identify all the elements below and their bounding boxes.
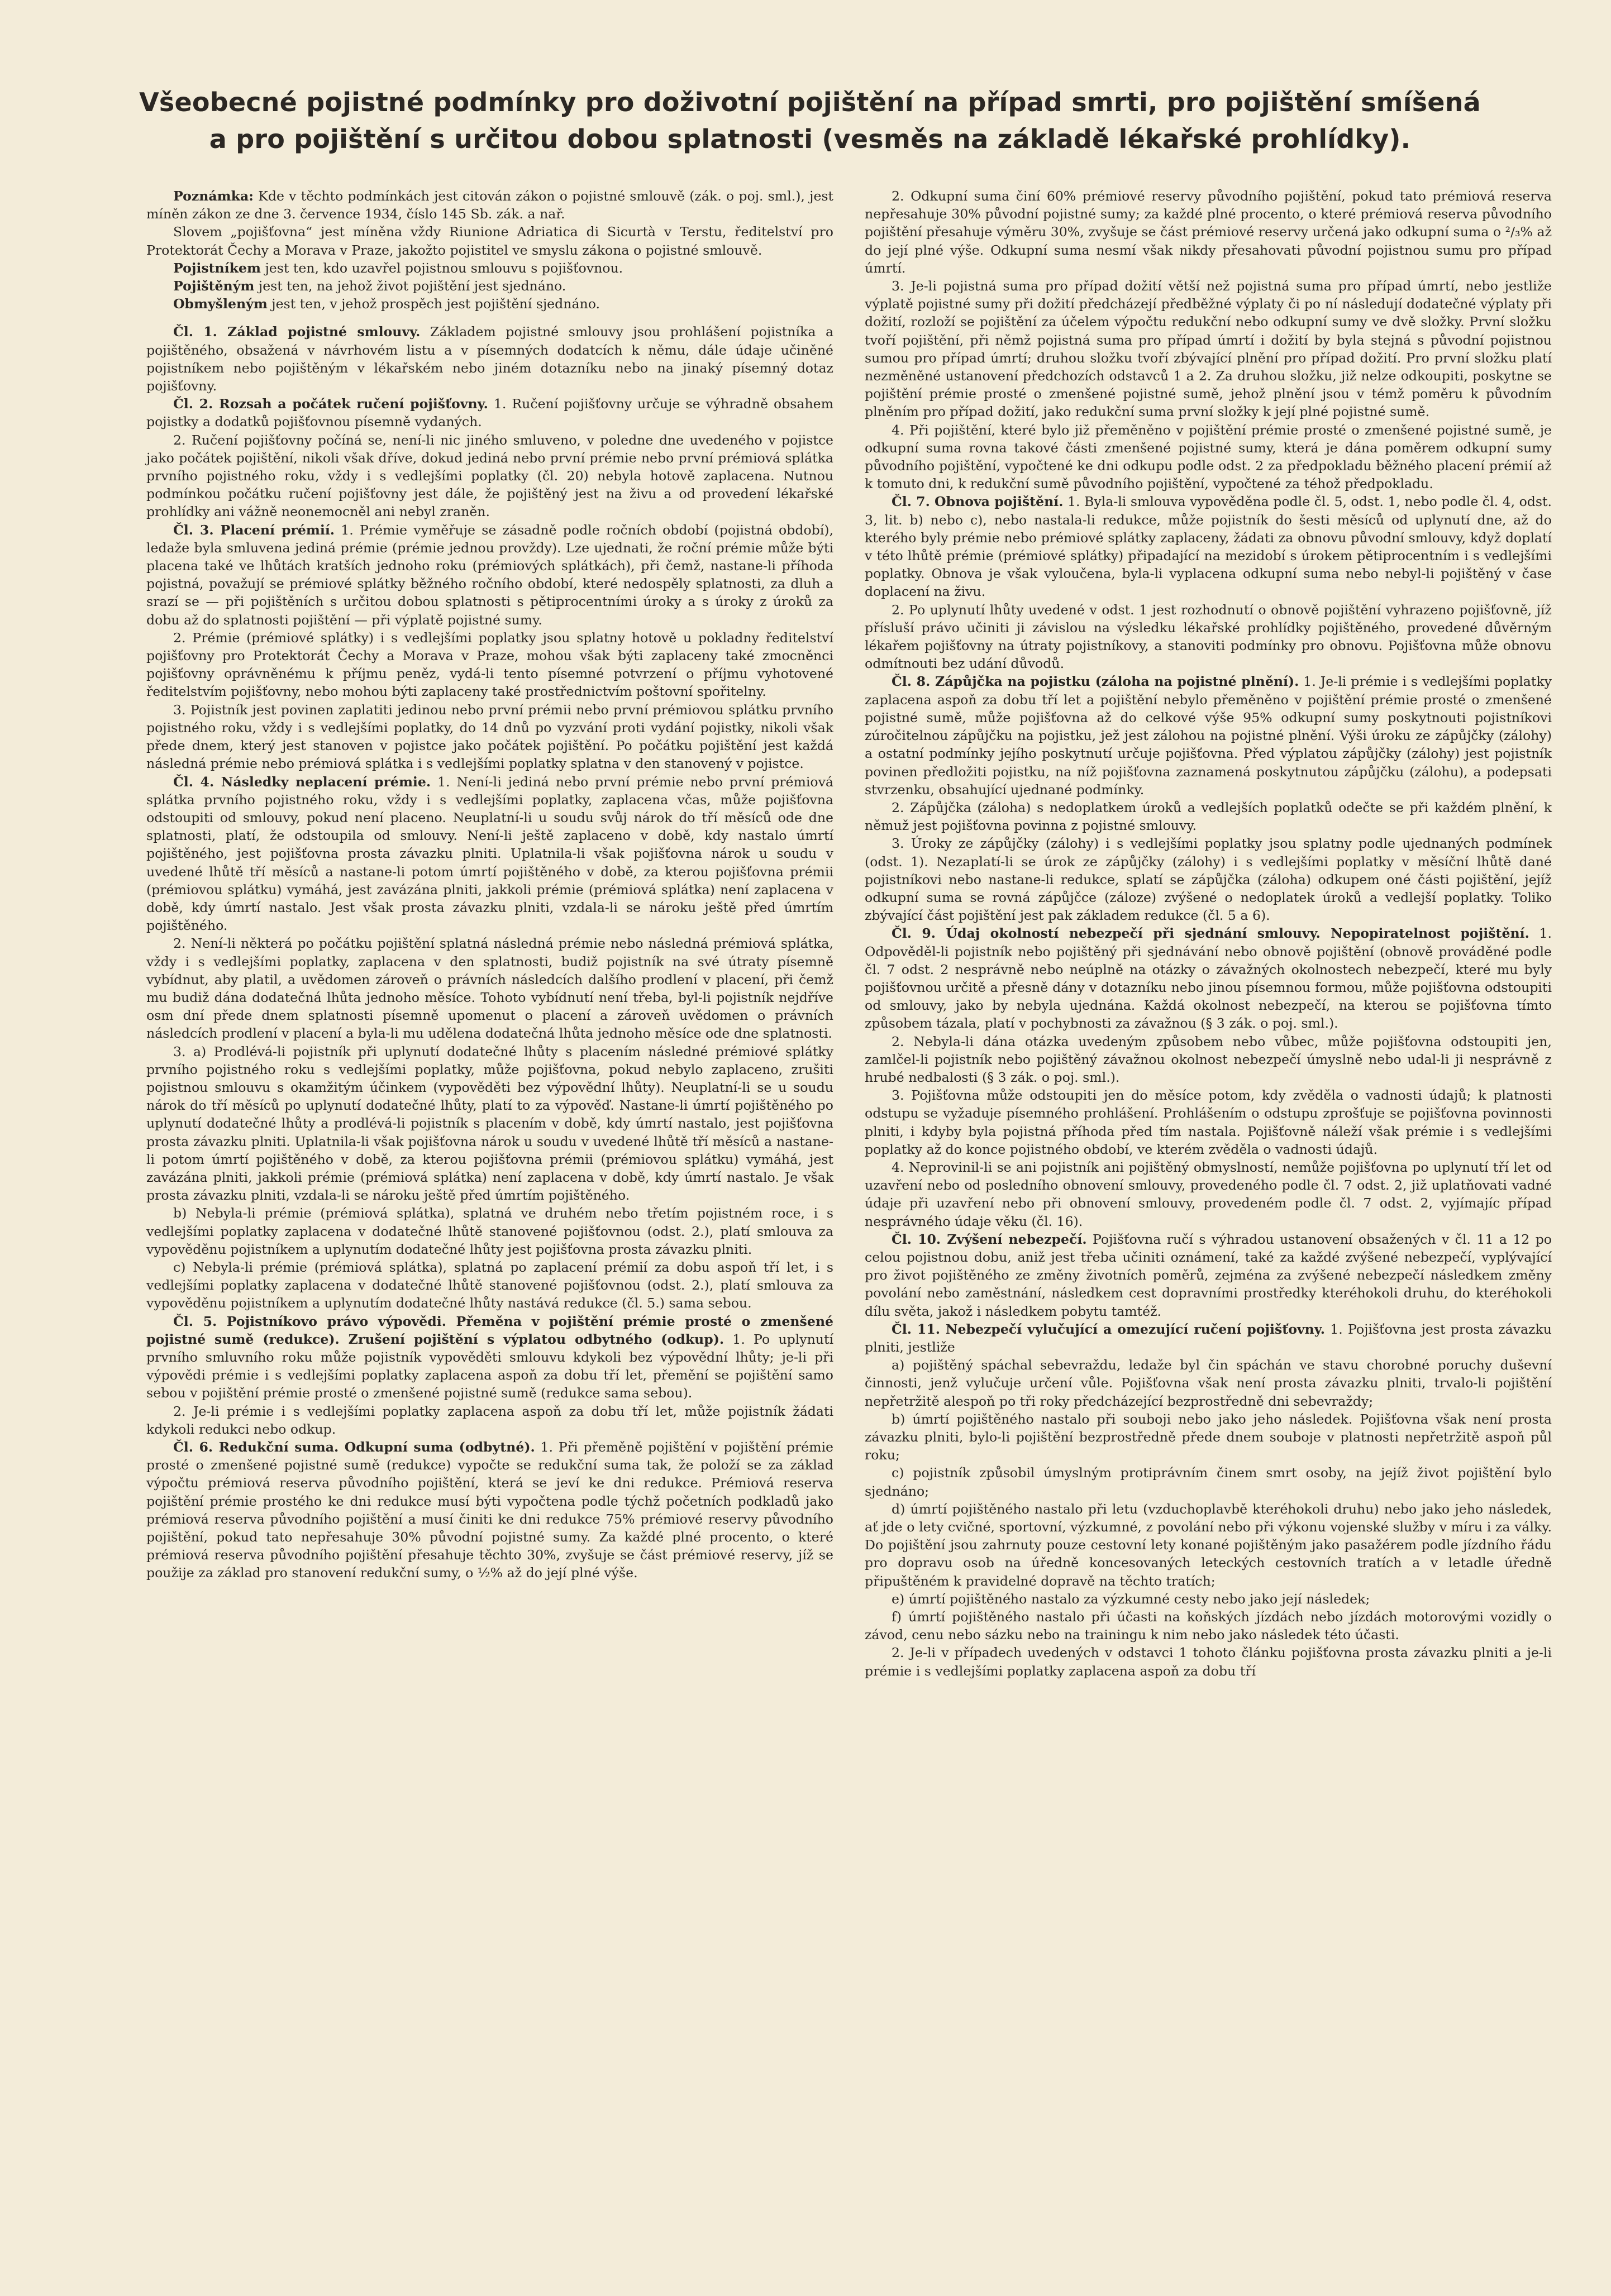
paragraph-heading: Čl. 1. Základ pojistné smlouvy. <box>173 324 421 340</box>
paragraph-heading: Obmyšleným <box>173 296 268 312</box>
paragraph <box>865 1644 1552 1679</box>
paragraph-text: c) Nebyla-li prémie (prémiová splátka), splatná po zaplacení prémií za dobu aspoň tří let, i s vedlejšími poplatky zaplacena v dodatečné lhůtě stanovené pojišťovnou (odst. 2.), platí smlouva za vypověděnu pojistníkem a uplynutím dodatečné lhůty nastává redukce (čl. 5.) sama sebou. <box>146 1259 833 1311</box>
paragraph-text: 3. Je-li pojistná suma pro případ dožití větší než pojistná suma pro případ úmrtí, nebo jestliže výplatě pojistné sumy při dožití předcházejí předběžné výplaty či po ní následují dodatečné výplaty při dožití, rozloží se pojištění za účelem výpočtu redukční nebo odkupní sumy ve dvě složky. První složku tvoří pojištění, při němž pojistná suma pro případ úmrtí i dožití by byla stejná s původní pojistnou sumou pro případ úmrtí; druhou složku tvoří zbývající plnění pro případ dožití. Pro první složku platí nezměněné ustanovení předchozích odstavců 1 a 2. Za druhou složku, již nelze odkoupiti, poskytne se pojištění prémie prosté o zmenšené pojistné sumě, jehož plnění jsou v témž poměru k původním plněním pro případ dožití, jako redukční suma první složky k její plné pojistné sumě. <box>865 278 1552 420</box>
paragraph-text: Slovem „pojišťovna“ jest míněna vždy Riunione Adriatica di Sicurtà v Terstu, ředitelství pro Protektorát Čechy a Morava v Praze, jakožto pojistitel ve smyslu zákona o pojistné smlouvě. <box>146 224 833 258</box>
paragraph <box>865 1410 1552 1464</box>
paragraph-text: 1. Odpověděl-li pojistník nebo pojištěný při sjednávání nebo obnově pojištění (obnově prováděné podle čl. 7 odst. 2 nesprávně nebo neúplně na otázky o závažných okolnostech nebezpečí, které mu byly pojišťovnou určitě a přesně dány v dotazníku nebo jinou písemnou formou, může pojišťovna odstoupiti od smlouvy, jako by nebyla ujednána. Každá okolnost nebezpečí, na kterou se pojišťovna tímto způsobem tázala, platí v pochybnosti za závažnou (§ 3 zák. o poj. sml.). <box>865 925 1552 1032</box>
paragraph-text: b) Nebyla-li prémie (prémiová splátka), splatná ve druhém nebo třetím pojistném roce, i s vedlejšími poplatky zaplacena v dodatečné lhůtě stanovené pojišťovnou (odst. 2.), platí smlouva za vypověděnu pojistníkem a uplynutím dodatečné lhůty jest pojišťovna prosta závazku plniti. <box>146 1205 833 1257</box>
paragraph <box>865 924 1552 1032</box>
paragraph-text: c) pojistník způsobil úmyslným protiprávním činem smrt osoby, na jejíž život pojištění bylo sjednáno; <box>865 1465 1552 1499</box>
paragraph-text: 1. Prémie vyměřuje se zásadně podle ročních období (pojistná období), ledaže byla smluvena jediná prémie (prémie jednou provždy). Lze ujednati, že roční prémie může býti placena také ve lhůtách kratších jednoho roku (prémiových splátkách), při čemž, nastane-li příhoda pojistná, považují se prémiové splátky běžného ročního období, které nedospěly splatnosti, za dluh a srazí se — při pojištěních s určitou dobou splatnosti s pětiprocentními úroky a s úroky z úroků za dobu až do splatnosti pojištění — při výplatě pojistné sumy. <box>146 522 833 628</box>
paragraph-text: 2. Je-li v případech uvedených v odstavci 1 tohoto článku pojišťovna prosta závazku plniti a je-li prémie i s vedlejšími poplatky zaplacena aspoň za dobu tří <box>865 1645 1552 1679</box>
paragraph-text: a) pojištěný spáchal sebevraždu, ledaže byl čin spáchán ve stavu chorobné poruchy duševní činnosti, jenž vylučuje určení vůle. Pojišťovna však není prosta závazku plniti, trvalo-li pojištění nepřetržitě alespoň po tři roky předcházející bezprostředně dni sebevraždy; <box>865 1357 1552 1409</box>
paragraph-heading: Poznámka: <box>173 188 254 204</box>
paragraph-text: 1. Ručení pojišťovny určuje se výhradně obsahem pojistky a dodatků pojišťovnou písemně vydaných. <box>146 396 833 430</box>
paragraph-text: jest ten, na jehož život pojištění jest sjednáno. <box>254 278 566 294</box>
paragraph <box>865 277 1552 421</box>
left-text-column <box>146 187 833 1582</box>
paragraph <box>865 1500 1552 1590</box>
paragraph <box>146 934 833 1042</box>
paragraph <box>146 1438 833 1582</box>
paragraph <box>146 187 833 223</box>
paragraph-text: 2. Prémie (prémiové splátky) i s vedlejšími poplatky jsou splatny hotově u pokladny ředitelství pojišťovny pro Protektorát Čechy a Morava v Praze, mohou však býti zaplaceny také zmocněnci pojišťovny oprávněnému k příjmu peněz, vydá-li tento písemné potvrzení o příjmu vyhotovené ředitelstvím pojišťovny, nebo mohou býti zaplaceny také prostřednictvím poštovní spořitelny. <box>146 629 833 700</box>
paragraph-text: Základem pojistné smlouvy jsou prohlášení pojistníka a pojištěného, obsažená v návrhovém listu a v písemných dodatcích k němu, dále údaje učiněné pojistníkem nebo pojištěným v lékařském nebo jiném dotazníku nebo na jinaký písemný dotaz pojišťovny. <box>146 324 834 394</box>
paragraph-heading: Čl. 3. Placení prémií. <box>173 522 335 538</box>
paragraph-text: d) úmrtí pojištěného nastalo při letu (vzduchoplavbě kteréhokoli druhu) nebo jako jeho následek, ať jde o lety cvičné, sportovní, výzkumné, z povolání nebo při výkonu vojenské služby v míru i za války. Do pojištění jsou zahrnuty pouze cestovní lety konané pojištěným jako pasažérem podle jízdního řádu pro dopravu osob na úředně koncesovaných leteckých cestovních tratích a v letadle úředně připuštěném k pravidelné dopravě na těchto tratích; <box>865 1501 1552 1589</box>
paragraph <box>865 1464 1552 1500</box>
paragraph <box>865 493 1552 600</box>
paragraph-text: jest ten, v jehož prospěch jest pojištění sjednáno. <box>267 296 600 312</box>
paragraph <box>146 1402 833 1438</box>
paragraph <box>865 672 1552 798</box>
paragraph-text: f) úmrtí pojištěného nastalo při účasti na koňských jízdách nebo jízdách motorovými vozidly o závod, cenu nebo sázku nebo na trainingu k nim nebo jako následek této účasti. <box>865 1609 1552 1643</box>
paragraph-text: 3. Pojišťovna může odstoupiti jen do měsíce potom, kdy zvěděla o vadnosti údajů; k platnosti odstupu se vyžaduje písemného prohlášení. Prohlášením o odstupu zprošťuje se pojišťovna povinnosti plniti, i kdyby byla pojistná příhoda před tím nastala. Pojišťovně náleží však prémie i s vedlejšími poplatky až do konce pojistného období, ve kterém zvěděla o vadnosti údajů. <box>865 1087 1552 1157</box>
paragraph <box>146 1204 833 1258</box>
paragraph <box>865 1230 1552 1320</box>
paragraph <box>146 701 833 773</box>
paragraph-text: e) úmrtí pojištěného nastalo za výzkumné cesty nebo jako její následek; <box>892 1591 1370 1607</box>
paragraph-text: 4. Neprovinil-li se ani pojistník ani pojištěný obmyslností, nemůže pojišťovna po uplynutí tří let od uzavření nebo od posledního obnovení smlouvy, provedeného podle čl. 7 odst. 2, již uplatňovati vadné údaje při uzavření nebo při obnovení smlouvy, provedeném podle čl. 7 odst. 2, vyjímajíc případ nesprávného údaje věku (čl. 16). <box>865 1159 1552 1229</box>
paragraph-text: jest ten, kdo uzavřel pojistnou smlouvu s pojišťovnou. <box>260 260 623 276</box>
paragraph <box>146 1258 833 1312</box>
paragraph <box>146 259 833 277</box>
paragraph <box>146 773 833 935</box>
paragraph-text: 1. Je-li prémie i s vedlejšími poplatky zaplacena aspoň za dobu tří let a pojištění nebylo přeměněno v pojištění prémie prosté o zmenšené pojistné sumě, může pojišťovna až do celkové výše 95% odkupní sumy poskytnouti pojistníkovi zúročitelnou zápůjčku na pojistku, jež jest zálohou na pojistné plnění. Výši úroku ze zápůjčky (zálohy) a ostatní podmínky jejího poskytnutí určuje pojišťovna. Před výplatou zápůjčky (zálohy) jest pojistník povinen předložiti pojistku, na níž pojišťovna zaznamená poskytnutou zápůjčku (zálohu), a podepsati stvrzenku, obsahující ujednané podmínky. <box>865 674 1552 798</box>
paragraph-text: 2. Ručení pojišťovny počíná se, není-li nic jiného smluveno, v poledne dne uvedeného v pojistce jako počátek pojištění, nikoli však dříve, dokud jediná nebo první prémie nebo první prémiová splátka prvního pojistného roku, vždy i s vedlejšími poplatky (čl. 20) nebyla hotově zaplacena. Nutnou podmínkou počátku ručení pojišťovny jest dále, že pojištěný jest na živu a od provedení lékařské prohlídky ani vážně neonemocněl ani nebyl zraněn. <box>146 432 833 520</box>
paragraph <box>865 1158 1552 1230</box>
paragraph <box>865 1356 1552 1410</box>
paragraph-text: 2. Nebyla-li dána otázka uvedeným způsobem nebo vůbec, může pojišťovna odstoupiti jen, zamlčel-li pojistník nebo pojištěný závažnou okolnost nebezpečí úmyslně nebo udal-li ji nesprávně z hrubé nedbalosti (§ 3 zák. o poj. sml.). <box>865 1033 1552 1085</box>
paragraph-heading: Čl. 7. Obnova pojištění. <box>892 494 1064 510</box>
paragraph-text: 1. Pojišťovna jest prosta závazku plniti, jestliže <box>865 1321 1552 1355</box>
paragraph <box>146 1312 833 1402</box>
paragraph-text: 1. Byla-li smlouva vypověděna podle čl. 5, odst. 1, nebo podle čl. 4, odst. 3, lit. b) nebo c), nebo nastala-li redukce, může pojistník do šesti měsíců od uplynutí dne, až do kterého byly prémie nebo prémiové splátky zaplaceny, žádati za obnovu původní smlouvy, když doplatí v této lhůtě prémie (prémiové splátky) připadající na mezidobí s úrokem pětiprocentním i s vedlejšími poplatky. Obnova je však vyloučena, byla-li vyplacena odkupní suma nebo nebyl-li pojištěný v čase doplacení na živu. <box>865 494 1552 600</box>
paragraph-heading: Čl. 8. Zápůjčka na pojistku (záloha na pojistné plnění). <box>892 674 1299 690</box>
paragraph-text: 1. Při přeměně pojištění v pojištění prémie prosté o zmenšené pojistné sumě (redukce) vypočte se redukční suma tak, že položí se za základ výpočtu prémiová reserva původního pojištění, která se jeví ke dni redukce. Prémiová reserva pojištění prémie prostého ke dni redukce musí býti vypočtena podle týchž početních podkladů jako prémiová reserva původního pojištění a musí činiti ke dni redukce 75% prémiové reservy původního pojištění, pokud tato nepřesahuje 30% původní pojistné sumy. Za každé plné procento, o které prémiová reserva původního pojištění přesahuje těchto 30%, zvyšuje se část prémiové reservy, jíž se použije za základ pro stanovení redukční sumy, o ½% až do její plné výše. <box>146 1439 833 1581</box>
paragraph-text: 4. Při pojištění, které bylo již přeměněno v pojištění prémie prosté o zmenšené pojistné sumě, je odkupní suma rovna takové části zmenšené pojistné sumy, která je dána poměrem odkupní sumy původního pojištění, vypočtené ke dni odkupu podle odst. 2 za předpokladu běžného placení prémií až k tomuto dni, k redukční sumě původního pojištění, vypočtené za téhož předpokladu. <box>865 422 1552 492</box>
title-line-1: Všeobecné pojistné podmínky pro doživotní pojištění na případ smrti, pro pojištění smíšená <box>139 87 1481 117</box>
paragraph <box>146 223 833 259</box>
paragraph <box>865 834 1552 924</box>
paragraph-text: 2. Není-li některá po počátku pojištění splatná následná prémie nebo následná prémiová splátka, vždy i s vedlejšími poplatky, zaplacena v den splatnosti, budiž pojistník na své útraty písemně vybídnut, aby platil, a uvědomen zároveň o právních následcích dalšího prodlení v placení, při čemž mu budiž dána dodatečná lhůta jednoho měsíce. Tohoto vybídnutí není třeba, byl-li pojistník nejdříve osm dní přede dnem splatnosti písemně upomenut o placení a zároveň uvědomen o právních následcích prodlení v placení a byla-li mu udělena dodatečná lhůta jednoho měsíce ode dne splatnosti. <box>146 935 833 1042</box>
paragraph <box>865 1033 1552 1087</box>
paragraph <box>865 187 1552 277</box>
paragraph-text: b) úmrtí pojištěného nastalo při souboji nebo jako jeho následek. Pojišťovna však není prosta závazku plniti, bylo-li pojištění bezprostředně přede dnem souboje v platnosti nepřetržitě aspoň půl roku; <box>865 1411 1552 1463</box>
paragraph-text: 2. Odkupní suma činí 60% prémiové reservy původního pojištění, pokud tato prémiová reserva nepřesahuje 30% původní pojistné sumy; za každé plné procento, o které prémiová reserva původního pojištění přesahuje výměru 30%, zvyšuje se část prémiové reservy určená jako odkupní suma o ²/₃% až do její plné výše. Odkupní suma nesmí však nikdy přesahovati původní pojistnou sumu pro případ úmrtí. <box>865 188 1552 276</box>
paragraph-heading: Pojistníkem <box>173 260 261 276</box>
paragraph-text: 2. Zápůjčka (záloha) s nedoplatkem úroků a vedlejších poplatků odečte se při každém plnění, k němuž jest pojišťovna povinna z pojistné smlouvy. <box>865 799 1552 834</box>
paragraph <box>146 395 833 431</box>
paragraph-text: 2. Po uplynutí lhůty uvedené v odst. 1 jest rozhodnutí o obnově pojištění vyhrazeno pojišťovně, jíž přísluší právo učiniti ji závislou na výsledku lékařské prohlídky pojištěného, provedené důvěrným lékařem pojišťovny na útraty pojistníkovy, a stanoviti podmínky pro obnovu. Pojišťovna může obnovu odmítnouti bez udání důvodů. <box>865 602 1552 672</box>
title-line-2: a pro pojištění s určitou dobou splatnosti (vesměs na základě lékařské prohlídky). <box>209 124 1411 154</box>
paragraph-heading: Pojištěným <box>173 278 255 294</box>
paragraph <box>865 1320 1552 1356</box>
paragraph-heading: Čl. 10. Zvýšení nebezpečí. <box>892 1231 1087 1247</box>
paragraph-text: 3. Úroky ze zápůjčky (zálohy) i s vedlejšími poplatky jsou splatny podle ujednaných podmínek (odst. 1). Nezaplatí-li se úrok ze zápůjčky (zálohy) i s vedlejšími poplatky v měsíční lhůtě dané pojistníkovi nebo nastane-li redukce, splatí se zápůjčka (záloha) odkupem oné části pojištění, jejíž odkupní suma se rovná zápůjčce (záloze) zvýšené o nedoplatek úroků a vedlejší poplatky. Toliko zbývající část pojištění jest pak základem redukce (čl. 5 a 6). <box>865 836 1552 924</box>
right-text-column <box>865 187 1552 1680</box>
paragraph <box>865 601 1552 673</box>
paragraph <box>865 799 1552 834</box>
paragraph <box>146 323 833 395</box>
document-title <box>112 84 1508 157</box>
paragraph <box>865 1086 1552 1158</box>
paragraph <box>146 1043 833 1205</box>
paragraph-text: 1. Po uplynutí prvního smluvního roku může pojistník vypověděti smlouvu kdykoli bez výpovědní lhůty; je-li při výpovědi prémie i s vedlejšími poplatky zaplacena aspoň za dobu tří let, přemění se pojištění samo sebou v pojištění prémie prosté o zmenšené pojistné sumě (redukce sama sebou). <box>146 1331 833 1401</box>
paragraph <box>146 295 833 313</box>
paragraph-text: 3. a) Prodlévá-li pojistník při uplynutí dodatečné lhůty s placením následné prémiové splátky prvního pojistného roku s vedlejšími poplatky, může pojišťovna, pokud nebylo zaplaceno, zrušiti pojistnou smlouvu s okamžitým účinkem (vypověděti bez výpovědní lhůty). Neuplatní-li se u soudu nárok do tří měsíců po uplynutí dodatečné lhůty, platí to za výpověď. Nastane-li úmrtí pojištěného po uplynutí dodatečné lhůty a prodlévá-li pojistník s placením v době, kdy úmrtí nastalo, jest pojišťovna prosta závazku plniti. Uplatnila-li však pojišťovna nárok u soudu v uvedené lhůtě tří měsíců a nastane-li potom úmrtí pojištěného v době, za kterou pojišťovna prémii (prémiovou splátku) vymáhá, jest zavázána plniti, jakkoli prémie (prémiová splátka) není zaplacena v době, kdy úmrtí nastalo. Je však prosta závazku plniti, vzdala-li se nároku ještě před úmrtím pojištěného. <box>146 1043 833 1204</box>
paragraph-text: Kde v těchto podmínkách jest citován zákon o pojistné smlouvě (zák. o poj. sml.), jest míněn zákon ze dne 3. července 1934, číslo 145 Sb. zák. a nař. <box>146 188 833 222</box>
paragraph-text: 2. Je-li prémie i s vedlejšími poplatky zaplacena aspoň za dobu tří let, může pojistník žádati kdykoli redukci nebo odkup. <box>146 1403 833 1437</box>
paragraph <box>865 1608 1552 1644</box>
paragraph <box>146 277 833 295</box>
paragraph <box>146 521 833 629</box>
paragraph <box>146 629 833 701</box>
paragraph-heading: Čl. 4. Následky neplacení prémie. <box>173 774 431 790</box>
paragraph-heading: Čl. 2. Rozsah a počátek ručení pojišťovny. <box>173 396 488 412</box>
paragraph-text: Pojišťovna ručí s výhradou ustanovení obsažených v čl. 11 a 12 po celou pojistnou dobu, aniž jest třeba učiniti oznámení, také za každé zvýšené nebezpečí, vyplývající pro život pojištěného ze změny životních poměrů, zejména za zvýšené nebezpečí následkem změny povolání nebo zaměstnání, následkem cest dopravními prostředky kteréhokoli druhu, do kteréhokoli dílu světa, jakož i následkem pobytu tamtéž. <box>865 1231 1552 1319</box>
paragraph-heading: Čl. 5. Pojistníkovo právo výpovědi. Přeměna v pojištění prémie prosté o zmenšené pojistné sumě (redukce). Zrušení pojištění s výplatou odbytného (odkup). <box>146 1313 833 1347</box>
paragraph-heading: Čl. 9. Údaj okolností nebezpečí při sjednání smlouvy. Nepopiratelnost pojištění. <box>892 925 1529 942</box>
paragraph-text: 1. Není-li jediná nebo první prémie nebo první prémiová splátka prvního pojistného roku, vždy i s vedlejšími poplatky, zaplacena včas, může pojišťovna odstoupiti od smlouvy, pokud není placeno. Neuplatní-li u soudu svůj nárok do tří měsíců ode dne splatnosti, platí, že odstoupila od smlouvy. Není-li ještě zaplaceno v době, kdy nastalo úmrtí pojištěného, jest pojišťovna prosta závazku plniti. Uplatnila-li však pojišťovna nárok u soudu v uvedené lhůtě tří měsíců a nastane-li potom úmrtí pojištěného v době, za kterou pojišťovna prémii (prémiovou splátku) vymáhá, jest zavázána plniti, jakkoli prémie (prémiová splátka) není zaplacena v době, kdy úmrtí nastalo. Jest však prosta závazku plniti, vzdala-li se nároku ještě před úmrtím pojištěného. <box>146 774 833 934</box>
paragraph-heading: Čl. 11. Nebezpečí vylučující a omezující ručení pojišťovny. <box>892 1321 1326 1337</box>
paragraph <box>865 421 1552 493</box>
paragraph <box>146 431 833 521</box>
paragraph-text: 3. Pojistník jest povinen zaplatiti jedinou nebo první prémii nebo první prémiovou splátku prvního pojistného roku, vždy i s vedlejšími poplatky, do 14 dnů po vyzvání proti vydání pojistky, nikoli však přede dnem, který jest stanoven v pojistce jako počátek pojištění. Po počátku pojištění jest každá následná prémie nebo prémiová splátka i s vedlejšími poplatky splatna v den stanovený v pojistce. <box>146 701 833 772</box>
paragraph <box>865 1590 1552 1608</box>
paragraph-heading: Čl. 6. Redukční suma. Odkupní suma (odbytné). <box>173 1439 535 1455</box>
